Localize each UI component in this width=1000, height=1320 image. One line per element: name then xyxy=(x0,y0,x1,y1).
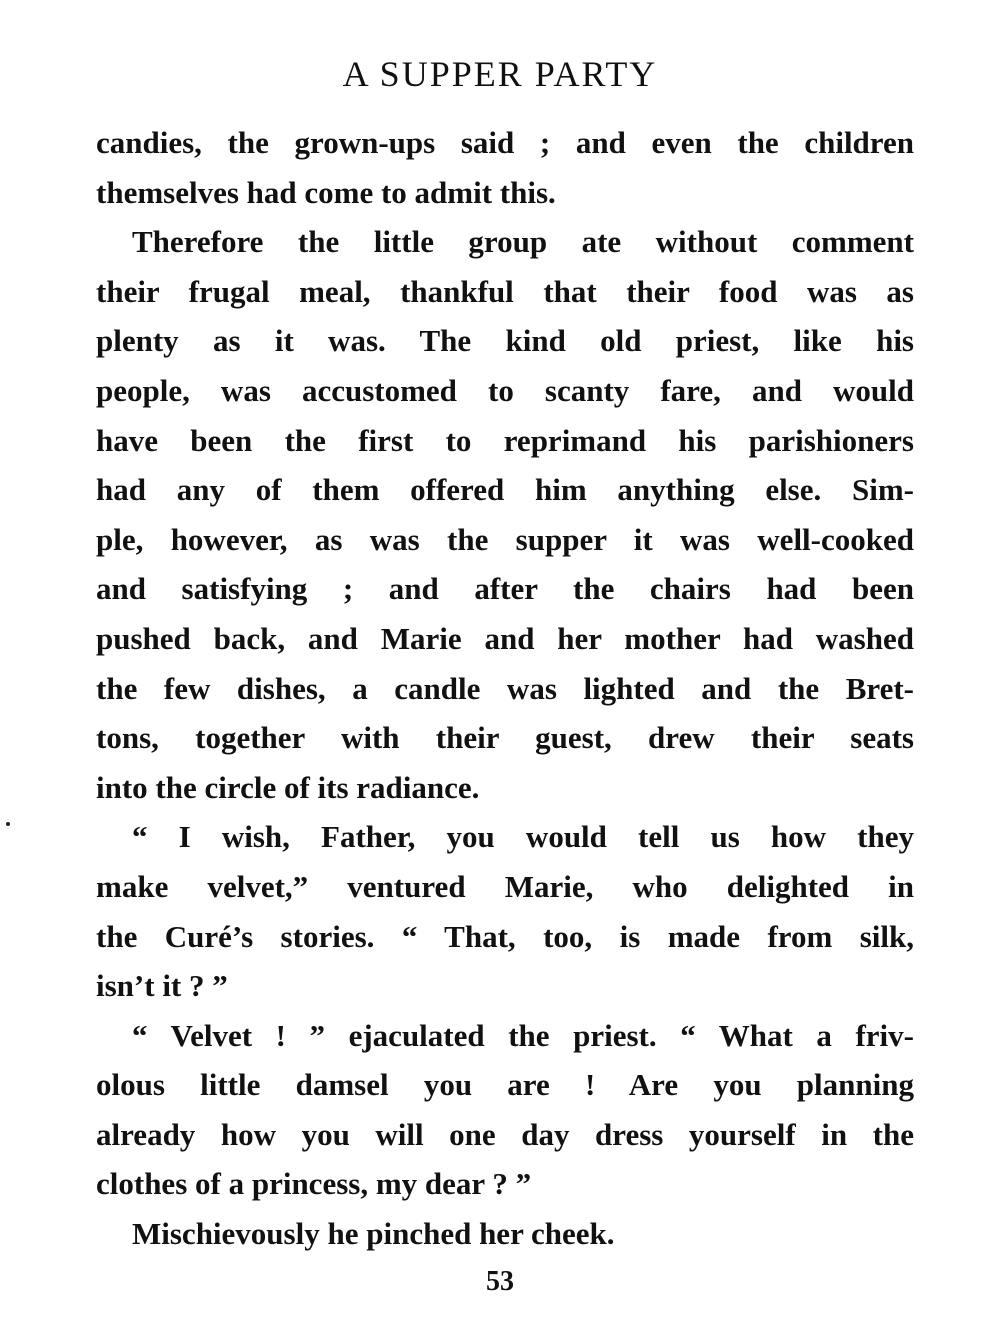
text-line: olous little damsel you are ! Are you planning xyxy=(96,1067,914,1103)
text-line: isn’t it ? ” xyxy=(96,968,228,1004)
text-line: Therefore the little group ate without comment xyxy=(132,224,914,260)
text-line: people, was accustomed to scanty fare, and would xyxy=(96,372,914,408)
paragraph-5 xyxy=(96,1209,914,1259)
text-line: into the circle of its radiance. xyxy=(96,769,480,805)
paragraph-1 xyxy=(96,118,914,217)
text-line: have been the first to reprimand his parishioners xyxy=(96,422,914,458)
text-line: “ Velvet ! ” ejaculated the priest. “ What a friv- xyxy=(132,1017,914,1053)
text-line: ple, however, as was the supper it was well-cooked xyxy=(96,521,914,557)
text-line: their frugal meal, thankful that their food was as xyxy=(96,273,914,309)
text-line: the Curé’s stories. “ That, too, is made from silk, xyxy=(96,918,914,954)
paragraph-2 xyxy=(96,217,914,812)
paragraph-3 xyxy=(96,812,914,1010)
running-head: A SUPPER PARTY xyxy=(342,54,658,94)
text-line: already how you will one day dress yourself in the xyxy=(96,1116,914,1152)
body-text xyxy=(96,118,914,1259)
text-line: pushed back, and Marie and her mother had washed xyxy=(96,620,914,656)
paragraph-4 xyxy=(96,1011,914,1209)
text-line: plenty as it was. The kind old priest, like his xyxy=(96,323,914,359)
text-line: clothes of a princess, my dear ? ” xyxy=(96,1166,532,1202)
text-line: make velvet,” ventured Marie, who delighted in xyxy=(96,868,914,904)
scan-speck xyxy=(6,822,10,826)
text-line: tons, together with their guest, drew their seats xyxy=(96,720,914,756)
text-line: “ I wish, Father, you would tell us how they xyxy=(132,819,914,855)
text-line: had any of them offered him anything else. Sim- xyxy=(96,472,914,508)
text-line: themselves had come to admit this. xyxy=(96,174,556,210)
text-line: and satisfying ; and after the chairs had been xyxy=(96,571,914,607)
text-line: Mischievously he pinched her cheek. xyxy=(132,1216,615,1252)
text-line: candies, the grown-ups said ; and even the children xyxy=(96,125,914,160)
page-number: 53 xyxy=(486,1266,514,1297)
text-line: the few dishes, a candle was lighted and the Bret- xyxy=(96,670,914,706)
